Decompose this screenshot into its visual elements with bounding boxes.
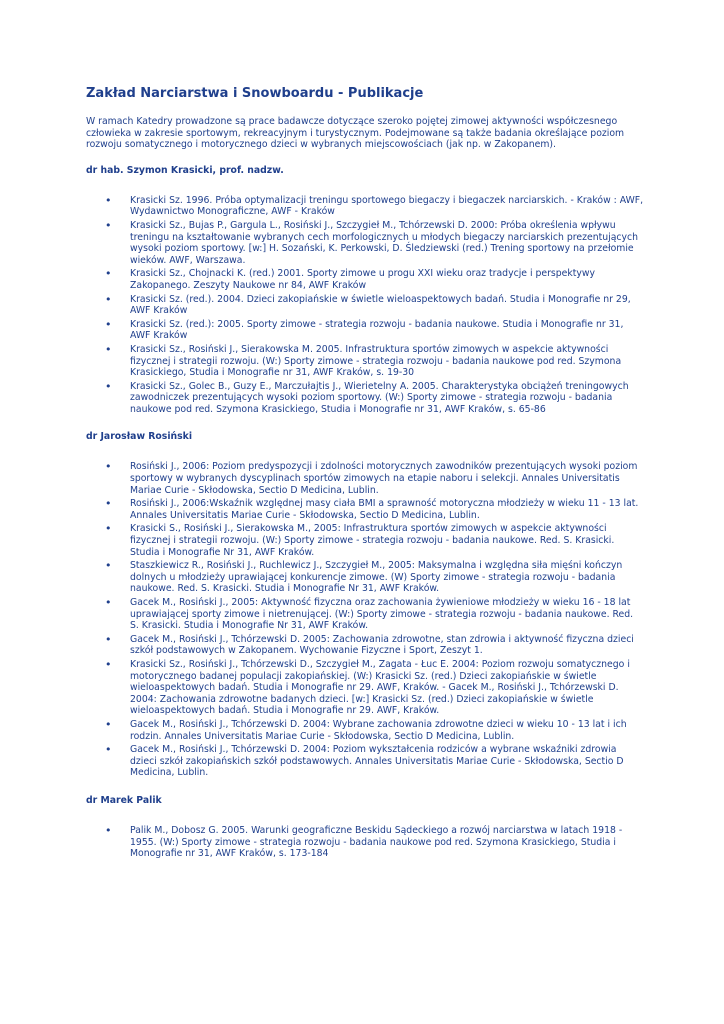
author-section — [86, 165, 644, 416]
publication-item: • Gacek M., Rosiński J., Tchórzewski D. 2004: Wybrane zachowania zdrowotne dzieci w wieku 10 - 13 lat i ich rodzin. Annales Universitatis Mariae Curie - Skłodowska, Sectio D Medicina, Lublin. — [130, 719, 644, 742]
publication-item: • Gacek M., Rosiński J., Tchórzewski D. 2004: Poziom wykształcenia rodziców a wybrane wskaźniki zdrowia dzieci szkół zakopiańskich szkół podstawowych. Annales Universitatis Mariae Curie - Skłodowska, Sectio D Medicina, Lublin. — [130, 744, 644, 779]
publication-item: • Rosiński J., 2006: Poziom predyspozycji i zdolności motorycznych zawodników prezentujących wysoki poziom sportowy w wybranych dyscyplinach sportów zimowych na etapie naboru i selekcji. Annales Universitatis Mariae Curie - Skłodowska, Sectio D Medicina, Lublin. — [130, 461, 644, 496]
publication-item: • Krasicki Sz., Rosiński J., Sierakowska M. 2005. Infrastruktura sportów zimowych w aspekcie aktywności fizycznej i strategii rozwoju. (W:) Sporty zimowe - strategia rozwoju - badania naukowe pod red. Szymona Krasickiego, Studia i Monografie nr 31, AWF Kraków, s. 19-30 — [130, 344, 644, 379]
author-heading: dr hab. Szymon Krasicki, prof. nadzw. — [86, 164, 284, 176]
intro-paragraph: W ramach Katedry prowadzone są prace badawcze dotyczące szeroko pojętej zimowej aktywności współczesnego człowieka w zakresie sportowym, rekreacyjnym i turystycznym. Podejmowane są także badania określające poziom rozwoju somatycznego i motorycznego dzieci w wybranych miejscowościach (jak np. w Zakopanem). — [86, 116, 625, 151]
publication-item: • Krasicki Sz. 1996. Próba optymalizacji treningu sportowego biegaczy i biegaczek narciarskich. - Kraków : AWF, Wydawnictwo Monograficzne, AWF - Kraków — [130, 195, 644, 218]
publication-item: • Krasicki Sz., Bujas P., Gargula L., Rosiński J., Szczygieł M., Tchórzewski D. 2000: Próba określenia wpływu treningu na kształtowanie wybranych cech morfologicznych u młodych biegaczy narciarskich prezentujących wysoki poziom sportowy. [w:] H. Sozański, K. Perkowski, D. Śledziewski (red.) Trening sportowy na przełomie wieków. AWF, Warszawa. — [130, 220, 644, 266]
author-section — [86, 431, 644, 778]
publication-item: • Rosiński J., 2006:Wskaźnik względnej masy ciała BMI a sprawność motoryczna młodzieży w wieku 11 - 13 lat. Annales Universitatis Mariae Curie - Skłodowska, Sectio D Medicina, Lublin. — [130, 498, 644, 521]
publication-item: • Krasicki Sz. (red.): 2005. Sporty zimowe - strategia rozwoju - badania naukowe. Studia i Monografie nr 31, AWF Kraków — [130, 319, 644, 342]
author-heading: dr Marek Palik — [86, 794, 162, 806]
publication-item: • Krasicki Sz., Rosiński J., Tchórzewski D., Szczygieł M., Zagata - Łuc E. 2004: Poziom rozwoju somatycznego i motorycznego badanej populacji zakopiańskiej. (W:) Krasicki Sz. (red.) Dzieci zakopiańskie w świetle wieloaspektowych badań. Studia i Monografie nr 29. AWF, Kraków. - Gacek M., Rosiński J., Tchórzewski D. 2004: Zachowania zdrowotne badanych dzieci. [w:] Krasicki Sz. (red.) Dzieci zakopiańskie w świetle wieloaspektowych badań. Studia i Monografie nr 29. AWF, Kraków. — [130, 659, 644, 717]
publication-sections — [86, 165, 644, 860]
author-heading: dr Jarosław Rosiński — [86, 431, 193, 443]
publication-item: • Krasicki S., Rosiński J., Sierakowska M., 2005: Infrastruktura sportów zimowych w aspekcie aktywności fizycznej i strategii rozwoju. (W:) Sporty zimowe - strategia rozwoju - badania naukowe. Red. S. Krasicki. Studia i Monografie Nr 31, AWF Kraków. — [130, 523, 644, 558]
publication-list — [86, 461, 644, 778]
publication-item: • Palik M., Dobosz G. 2005. Warunki geograficzne Beskidu Sądeckiego a rozwój narciarstwa w latach 1918 - 1955. (W:) Sporty zimowe - strategia rozwoju - badania naukowe pod red. Szymona Krasickiego, Studia i Monografie nr 31, AWF Kraków, s. 173-184 — [130, 825, 644, 860]
page-title: Zakład Narciarstwa i Snowboardu - Publikacje — [86, 86, 424, 101]
author-section — [86, 795, 644, 860]
publication-item: • Staszkiewicz R., Rosiński J., Ruchlewicz J., Szczygieł M., 2005: Maksymalna i względna siła mięśni kończyn dolnych u młodzieży uprawiającej konkurencje zimowe. (W) Sporty zimowe - strategia rozwoju - badania naukowe. Red. S. Krasicki. Studia i Monografie Nr 31, AWF Kraków. — [130, 560, 644, 595]
publication-item: • Krasicki Sz., Golec B., Guzy E., Marczułajtis J., Wierietelny A. 2005. Charakterystyka obciążeń treningowych zawodniczek prezentujących wysoki poziom sportowy. (W:) Sporty zimowe - strategia rozwoju - badania naukowe pod red. Szymona Krasickiego, Studia i Monografie nr 31, AWF Kraków, s. 65-86 — [130, 381, 644, 416]
publication-item: • Gacek M., Rosiński J., 2005: Aktywność fizyczna oraz zachowania żywieniowe młodzieży w wieku 16 - 18 lat uprawiającej sporty zimowe i nietrenującej. (W:) Sporty zimowe - strategia rozwoju - badania naukowe. Red. S. Krasicki. Studia i Monografie Nr 31, AWF Kraków. — [130, 597, 644, 632]
publication-item: • Gacek M., Rosiński J., Tchórzewski D. 2005: Zachowania zdrowotne, stan zdrowia i aktywność fizyczna dzieci szkół podstawowych w Zakopanem. Wychowanie Fizyczne i Sport, Zeszyt 1. — [130, 634, 644, 657]
publication-list — [86, 825, 644, 860]
publication-item: • Krasicki Sz. (red.). 2004. Dzieci zakopiańskie w świetle wieloaspektowych badań. Studia i Monografie nr 29, AWF Kraków — [130, 294, 644, 317]
publication-list — [86, 195, 644, 416]
publication-item: • Krasicki Sz., Chojnacki K. (red.) 2001. Sporty zimowe u progu XXI wieku oraz tradycje i perspektywy Zakopanego. Zeszyty Naukowe nr 84, AWF Kraków — [130, 268, 644, 291]
